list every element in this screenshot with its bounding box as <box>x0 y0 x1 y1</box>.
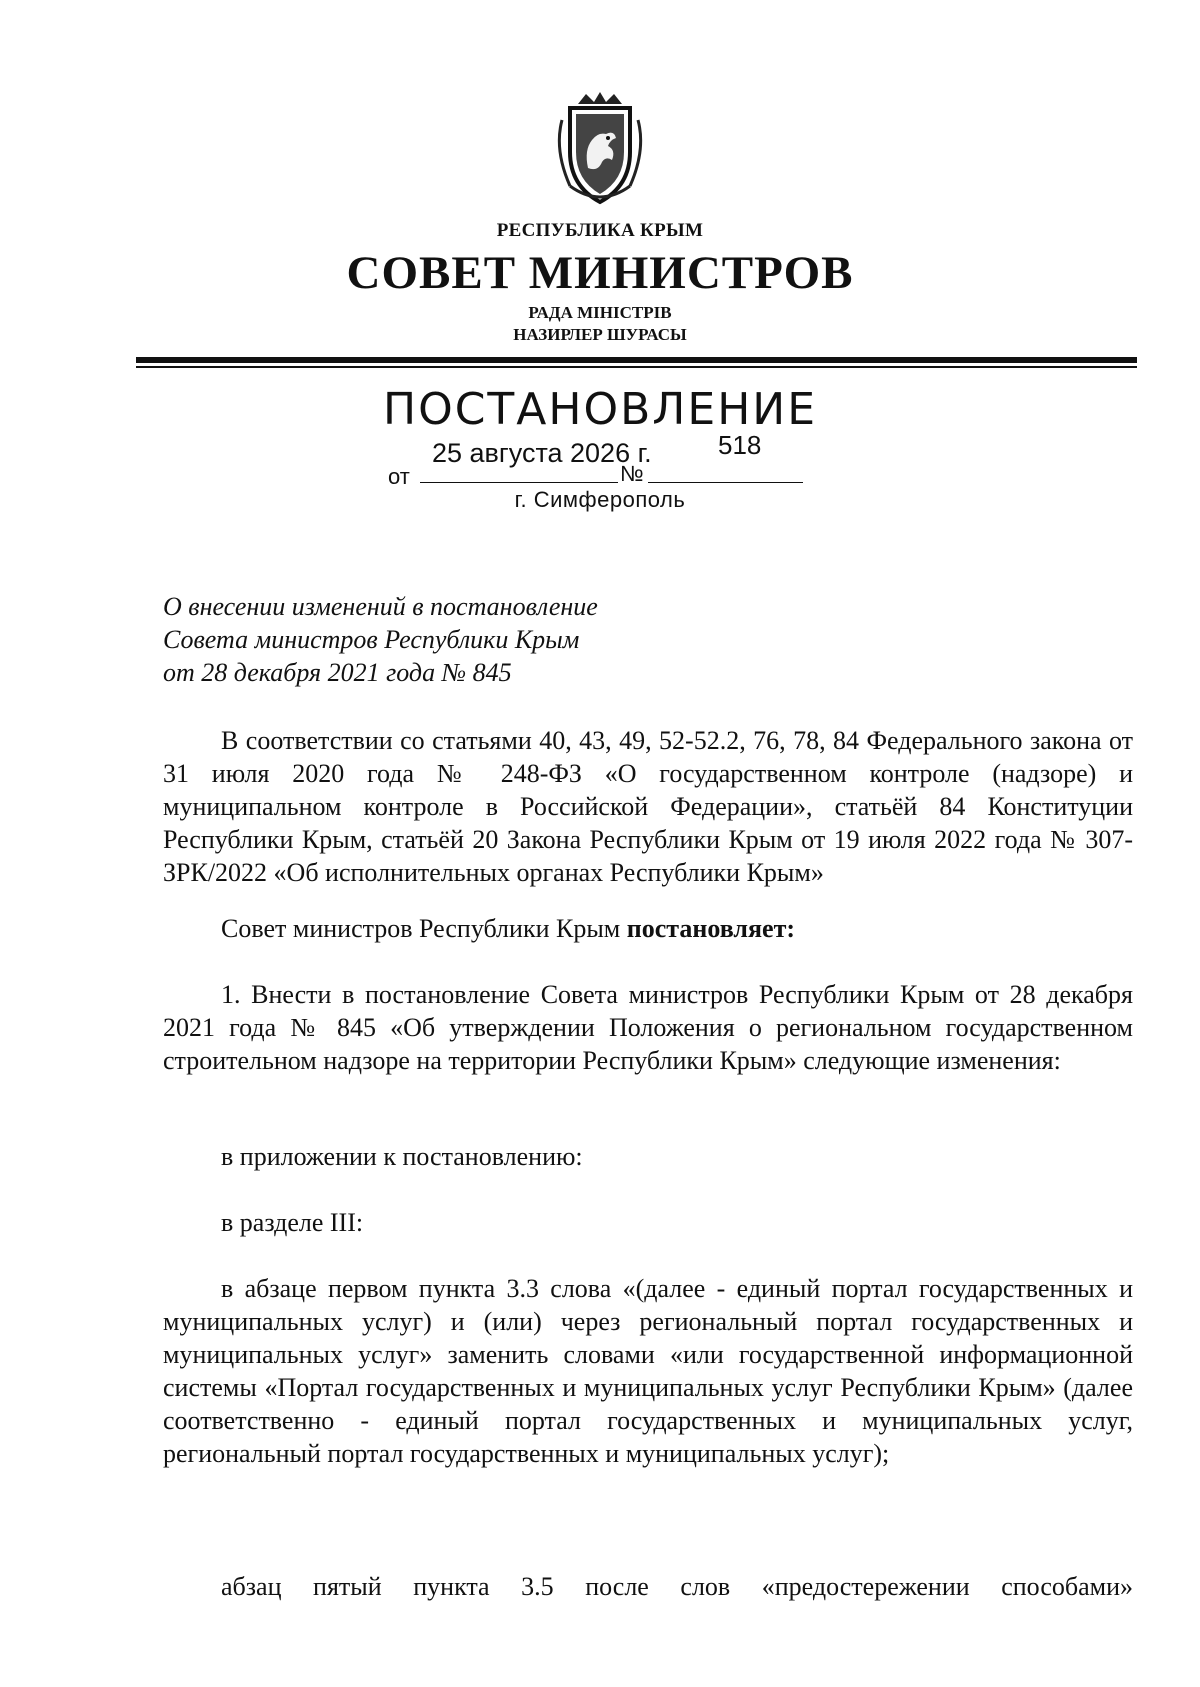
header-divider-thick <box>136 357 1137 363</box>
decree-number: 518 <box>718 430 762 460</box>
resolves-paragraph <box>163 912 1133 945</box>
coat-of-arms-icon <box>540 90 660 210</box>
legal-basis-paragraph: В соответствии со статьями 40, 43, 49, 52-52.2, 76, 78, 84 Федерального закона от 31 июля 2020 года № 248-ФЗ «О государственном контроле (надзоре) и муниципальном контроле в Российской Федерации», статьёй 84 Конституции Республики Крым, статьёй 20 Закона Республики Крым от 19 июля 2022 года № 307-ЗРК/2022 «Об исполнительных органах Республики Крым» <box>163 726 1133 887</box>
resolves-keyword: постановляет: <box>626 914 796 943</box>
change-2-paragraph: абзац пятый пункта 3.5 после слов «предостережении способами» <box>221 1572 1133 1601</box>
change-1-paragraph: в абзаце первом пункта 3.3 слова «(далее - единый портал государственных и муниципальных услуг) и (или) через региональный портал государственных и муниципальных услуг» заменить словами «или государственной информационной системы «Портал государственных и муниципальных услуг Республики Крым» (далее соответственно - единый портал государственных и муниципальных услуг, региональный портал государственных и муниципальных услуг); <box>163 1274 1133 1468</box>
header-divider-thin <box>136 366 1137 368</box>
subject-line: от 28 декабря 2021 года № 845 <box>163 658 512 687</box>
annex-paragraph: в приложении к постановлению: <box>221 1142 583 1171</box>
decree-subject <box>163 590 598 689</box>
council-name: СОВЕТ МИНИСТРОВ <box>346 247 854 299</box>
subject-line: Совета министров Республики Крым <box>163 625 580 654</box>
council-name-crimean-tatar: НАЗИРЛЕР ШУРАСЫ <box>513 325 687 344</box>
number-underline <box>648 482 803 483</box>
council-name-ukrainian: РАДА МІНІСТРІВ <box>528 303 672 322</box>
decree-date: 25 августа 2026 г. <box>432 438 652 468</box>
section-paragraph: в разделе III: <box>221 1208 364 1237</box>
decree-title: ПОСТАНОВЛЕНИЕ <box>382 384 817 435</box>
republic-name: РЕСПУБЛИКА КРЫМ <box>496 220 704 241</box>
number-label: № <box>620 461 644 486</box>
item-1-paragraph: 1. Внести в постановление Совета министров Республики Крым от 28 декабря 2021 года № 845 «Об утверждении Положения о региональном государственном строительном надзоре на территории Республики Крым» следующие изменения: <box>163 980 1133 1075</box>
resolves-lead: Совет министров Республики Крым <box>221 914 627 943</box>
city: г. Симферополь <box>514 487 686 512</box>
date-label: от <box>388 464 410 489</box>
subject-line: О внесении изменений в постановление <box>163 592 598 621</box>
date-underline <box>420 482 618 483</box>
